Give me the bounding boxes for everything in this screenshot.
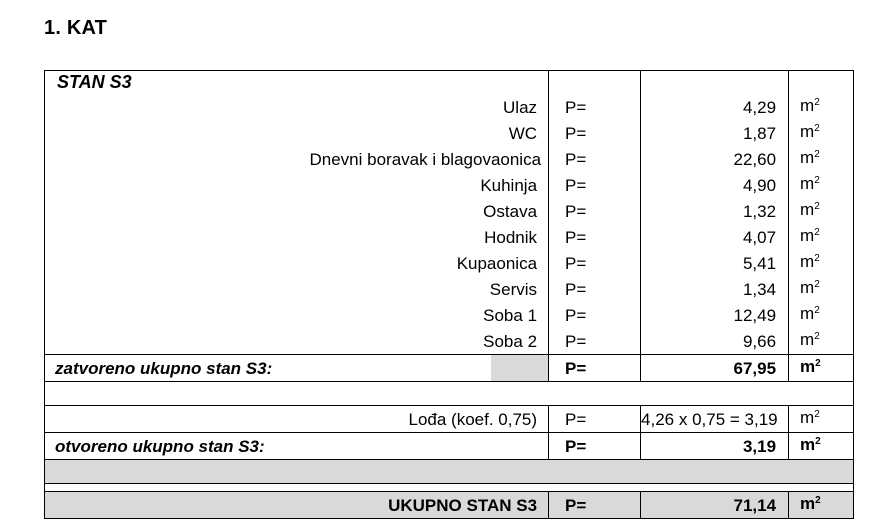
room-area: 4,29 [641,94,789,120]
p-label: P= [549,146,641,172]
room-row [45,276,854,302]
loggia-row [45,406,854,433]
grey-spacer-row [45,460,854,484]
grand-total-value: 71,14 [641,492,789,519]
p-label: P= [549,433,641,460]
room-area: 12,49 [641,302,789,328]
p-label: P= [549,406,641,433]
room-name: Dnevni boravak i blagovaonica [309,149,542,169]
room-area: 1,32 [641,198,789,224]
room-area: 4,07 [641,224,789,250]
p-label: P= [549,224,641,250]
unit-label: $m^2$ [800,174,820,193]
room-row [45,172,854,198]
room-row [45,198,854,224]
gap-row [45,484,854,492]
room-area: 9,66 [641,328,789,355]
room-row [45,250,854,276]
room-name: Hodnik [484,227,538,247]
room-name: Servis [489,279,538,299]
unit-label: $m^2$ [800,357,821,376]
room-area: 22,60 [641,146,789,172]
closed-total-label: zatvoreno ukupno stan S3: [45,355,491,382]
area-table [44,70,854,519]
room-row [45,146,854,172]
p-label: P= [549,198,641,224]
p-label: P= [549,172,641,198]
unit-label: $m^2$ [800,304,820,323]
p-label: P= [549,302,641,328]
p-label: P= [549,94,641,120]
unit-label: $m^2$ [800,408,820,427]
room-area: 5,41 [641,250,789,276]
unit-label: $m^2$ [800,278,820,297]
room-row [45,302,854,328]
p-label: P= [549,492,641,519]
unit-label: $m^2$ [800,435,821,454]
unit-label: $m^2$ [800,200,820,219]
loggia-area: 4,26 x 0,75 = 3,19 [641,406,789,433]
open-total-row [45,433,854,460]
room-name: WC [508,123,538,143]
p-label: P= [549,250,641,276]
room-area: 1,87 [641,120,789,146]
closed-total-value: 67,95 [641,355,789,382]
room-row [45,224,854,250]
closed-total-row [45,355,854,382]
grand-total-label: UKUPNO STAN S3 [310,492,549,519]
room-name: Soba 1 [483,305,538,325]
unit-label: $m^2$ [800,96,820,115]
open-total-value: 3,19 [641,433,789,460]
room-name: Kuhinja [480,175,538,195]
unit-label: $m^2$ [800,252,820,271]
open-total-label: otvoreno ukupno stan S3: [45,433,549,460]
loggia-name: Lođa (koef. 0,75) [408,409,538,429]
p-label: P= [549,328,641,355]
unit-label: $m^2$ [800,148,820,167]
room-name: Ulaz [503,97,538,117]
unit-label: $m^2$ [800,494,821,513]
unit-label: $m^2$ [800,122,820,141]
unit-label: $m^2$ [800,330,820,349]
room-name: Kupaonica [456,253,538,273]
room-name: Soba 2 [483,331,538,351]
room-row [45,328,854,355]
p-label: P= [549,120,641,146]
grand-total-row [45,492,854,519]
apartment-title: STAN S3 [45,71,549,95]
p-label: P= [549,276,641,302]
room-area: 1,34 [641,276,789,302]
p-label: P= [549,355,641,382]
spacer-row [45,382,854,406]
room-row [45,120,854,146]
room-area: 4,90 [641,172,789,198]
room-row [45,94,854,120]
floor-heading: 1. KAT [44,17,108,39]
room-name: Ostava [483,201,538,221]
apartment-title-row [45,71,854,95]
unit-label: $m^2$ [800,226,820,245]
